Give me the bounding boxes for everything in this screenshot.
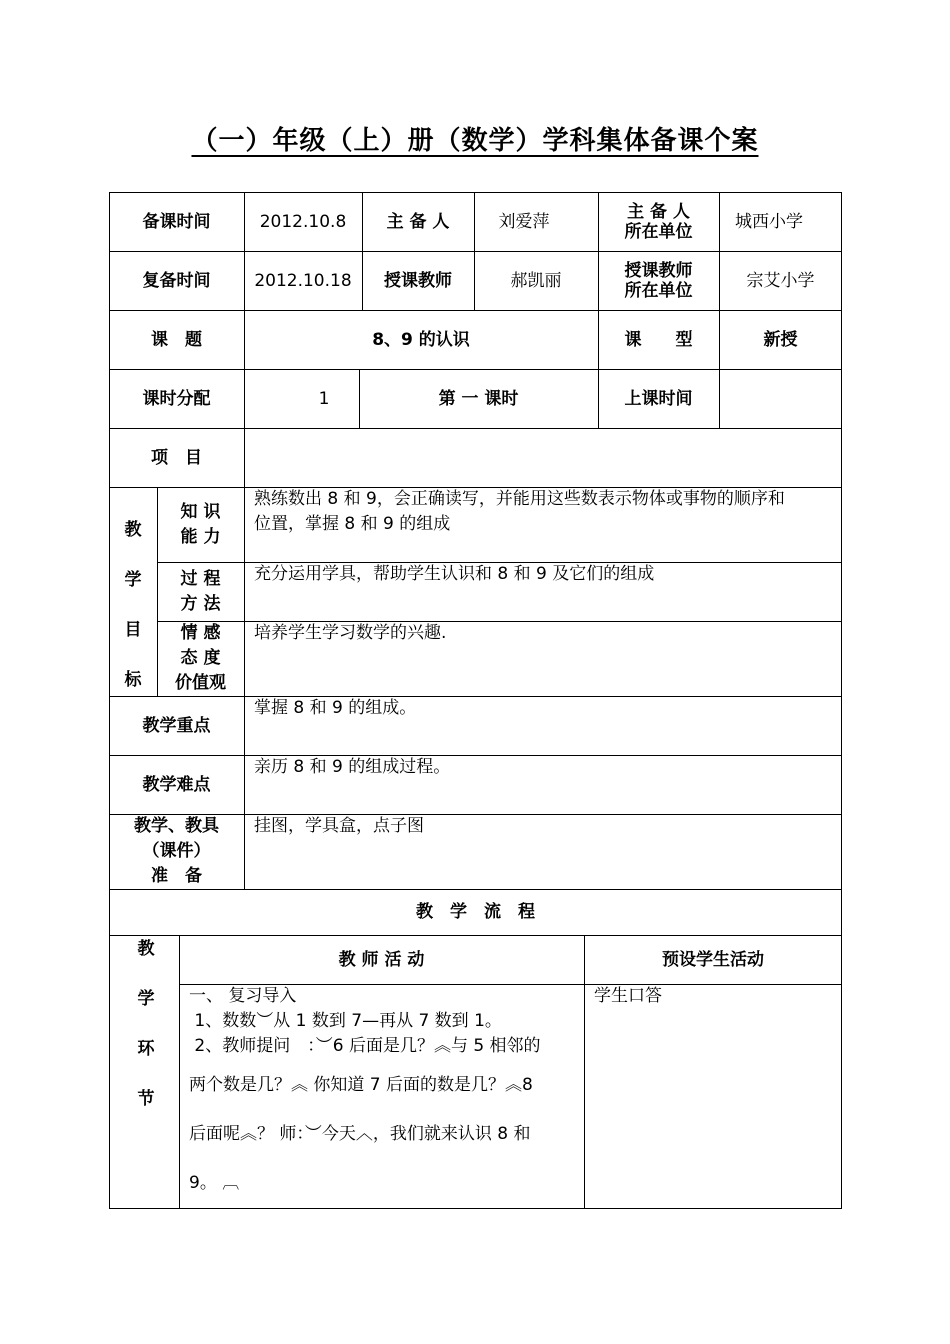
emotion-text: 培养学生学习数学的兴趣.	[254, 623, 447, 643]
page-title: （一）年级（上）册（数学）学科集体备课个案	[191, 126, 759, 156]
goals-side-label: 教 学 目 标	[124, 520, 142, 690]
period-label: 课时分配	[142, 388, 211, 409]
lead-unit-value: 城西小学	[735, 211, 803, 232]
class-time-label: 上课时间	[624, 388, 693, 409]
class-time-value	[719, 369, 842, 428]
flow-side-label: 教 学 环 节	[137, 939, 155, 1109]
teacher-activity-header: 教 师 活 动	[338, 949, 425, 970]
student-activity-header: 预设学生活动	[662, 949, 764, 970]
lead-unit-label: 主 备 人 所在单位	[624, 201, 693, 242]
teacher-unit-label: 授课教师 所在单位	[624, 260, 693, 301]
lead-teacher-label: 主 备 人	[386, 211, 450, 232]
topic-label: 课 题	[151, 329, 202, 350]
emotion-label: 情 感 态 度 价值观	[175, 623, 226, 693]
topic-value: 8、9 的认识	[372, 329, 470, 350]
period-value: 1	[318, 388, 330, 409]
aids-label: 教学、教具 （课件） 准 备	[134, 816, 219, 886]
process-label: 过 程 方 法	[180, 568, 221, 614]
aids-text: 挂图，学具盒，点子图	[254, 816, 424, 836]
lesson-type-label: 课 型	[624, 329, 693, 350]
item-label: 项 目	[151, 447, 202, 468]
teacher-unit-value: 宗艾小学	[746, 270, 815, 291]
lesson-type-value: 新授	[763, 329, 798, 350]
knowledge-label: 知 识 能 力	[180, 501, 221, 547]
process-text: 充分运用学具，帮助学生认识和 8 和 9 及它们的组成	[254, 564, 655, 584]
prep-time-label: 备课时间	[142, 211, 211, 232]
knowledge-text: 熟练数出 8 和 9，会正确读写，并能用这些数表示物体或事物的顺序和 位置，掌握 8 和 9 的组成	[254, 489, 785, 534]
review-time-value: 2012.10.18	[254, 270, 352, 291]
period-index: 第 一 课时	[438, 388, 519, 409]
key-point-text: 掌握 8 和 9 的组成。	[254, 698, 417, 718]
teacher-label: 授课教师	[384, 270, 452, 291]
difficulty-text: 亲历 8 和 9 的组成过程。	[254, 757, 451, 777]
teacher-activity-text: 一、 复习导入 1、数数︶从 1 数到 7—再从 7 数到 1。 2、教师提问 ：︶6 后面是几？︽与 5 相邻的 两个数是几？︽ 你知道 7 后面的数是几？︽8 后面呢︽？ 师：︶今天︿，我们就来认识 8 和 9。 ︹	[189, 986, 541, 1193]
flow-heading: 教 学 流 程	[416, 902, 535, 922]
review-time-label: 复备时间	[142, 270, 211, 291]
prep-time-value: 2012.10.8	[259, 211, 347, 232]
lead-teacher-value: 刘爱萍	[498, 211, 550, 232]
student-activity-text: 学生口答	[594, 986, 662, 1006]
key-point-label: 教学重点	[142, 715, 211, 736]
teacher-value: 郝凯丽	[510, 270, 562, 291]
difficulty-label: 教学难点	[142, 774, 211, 795]
